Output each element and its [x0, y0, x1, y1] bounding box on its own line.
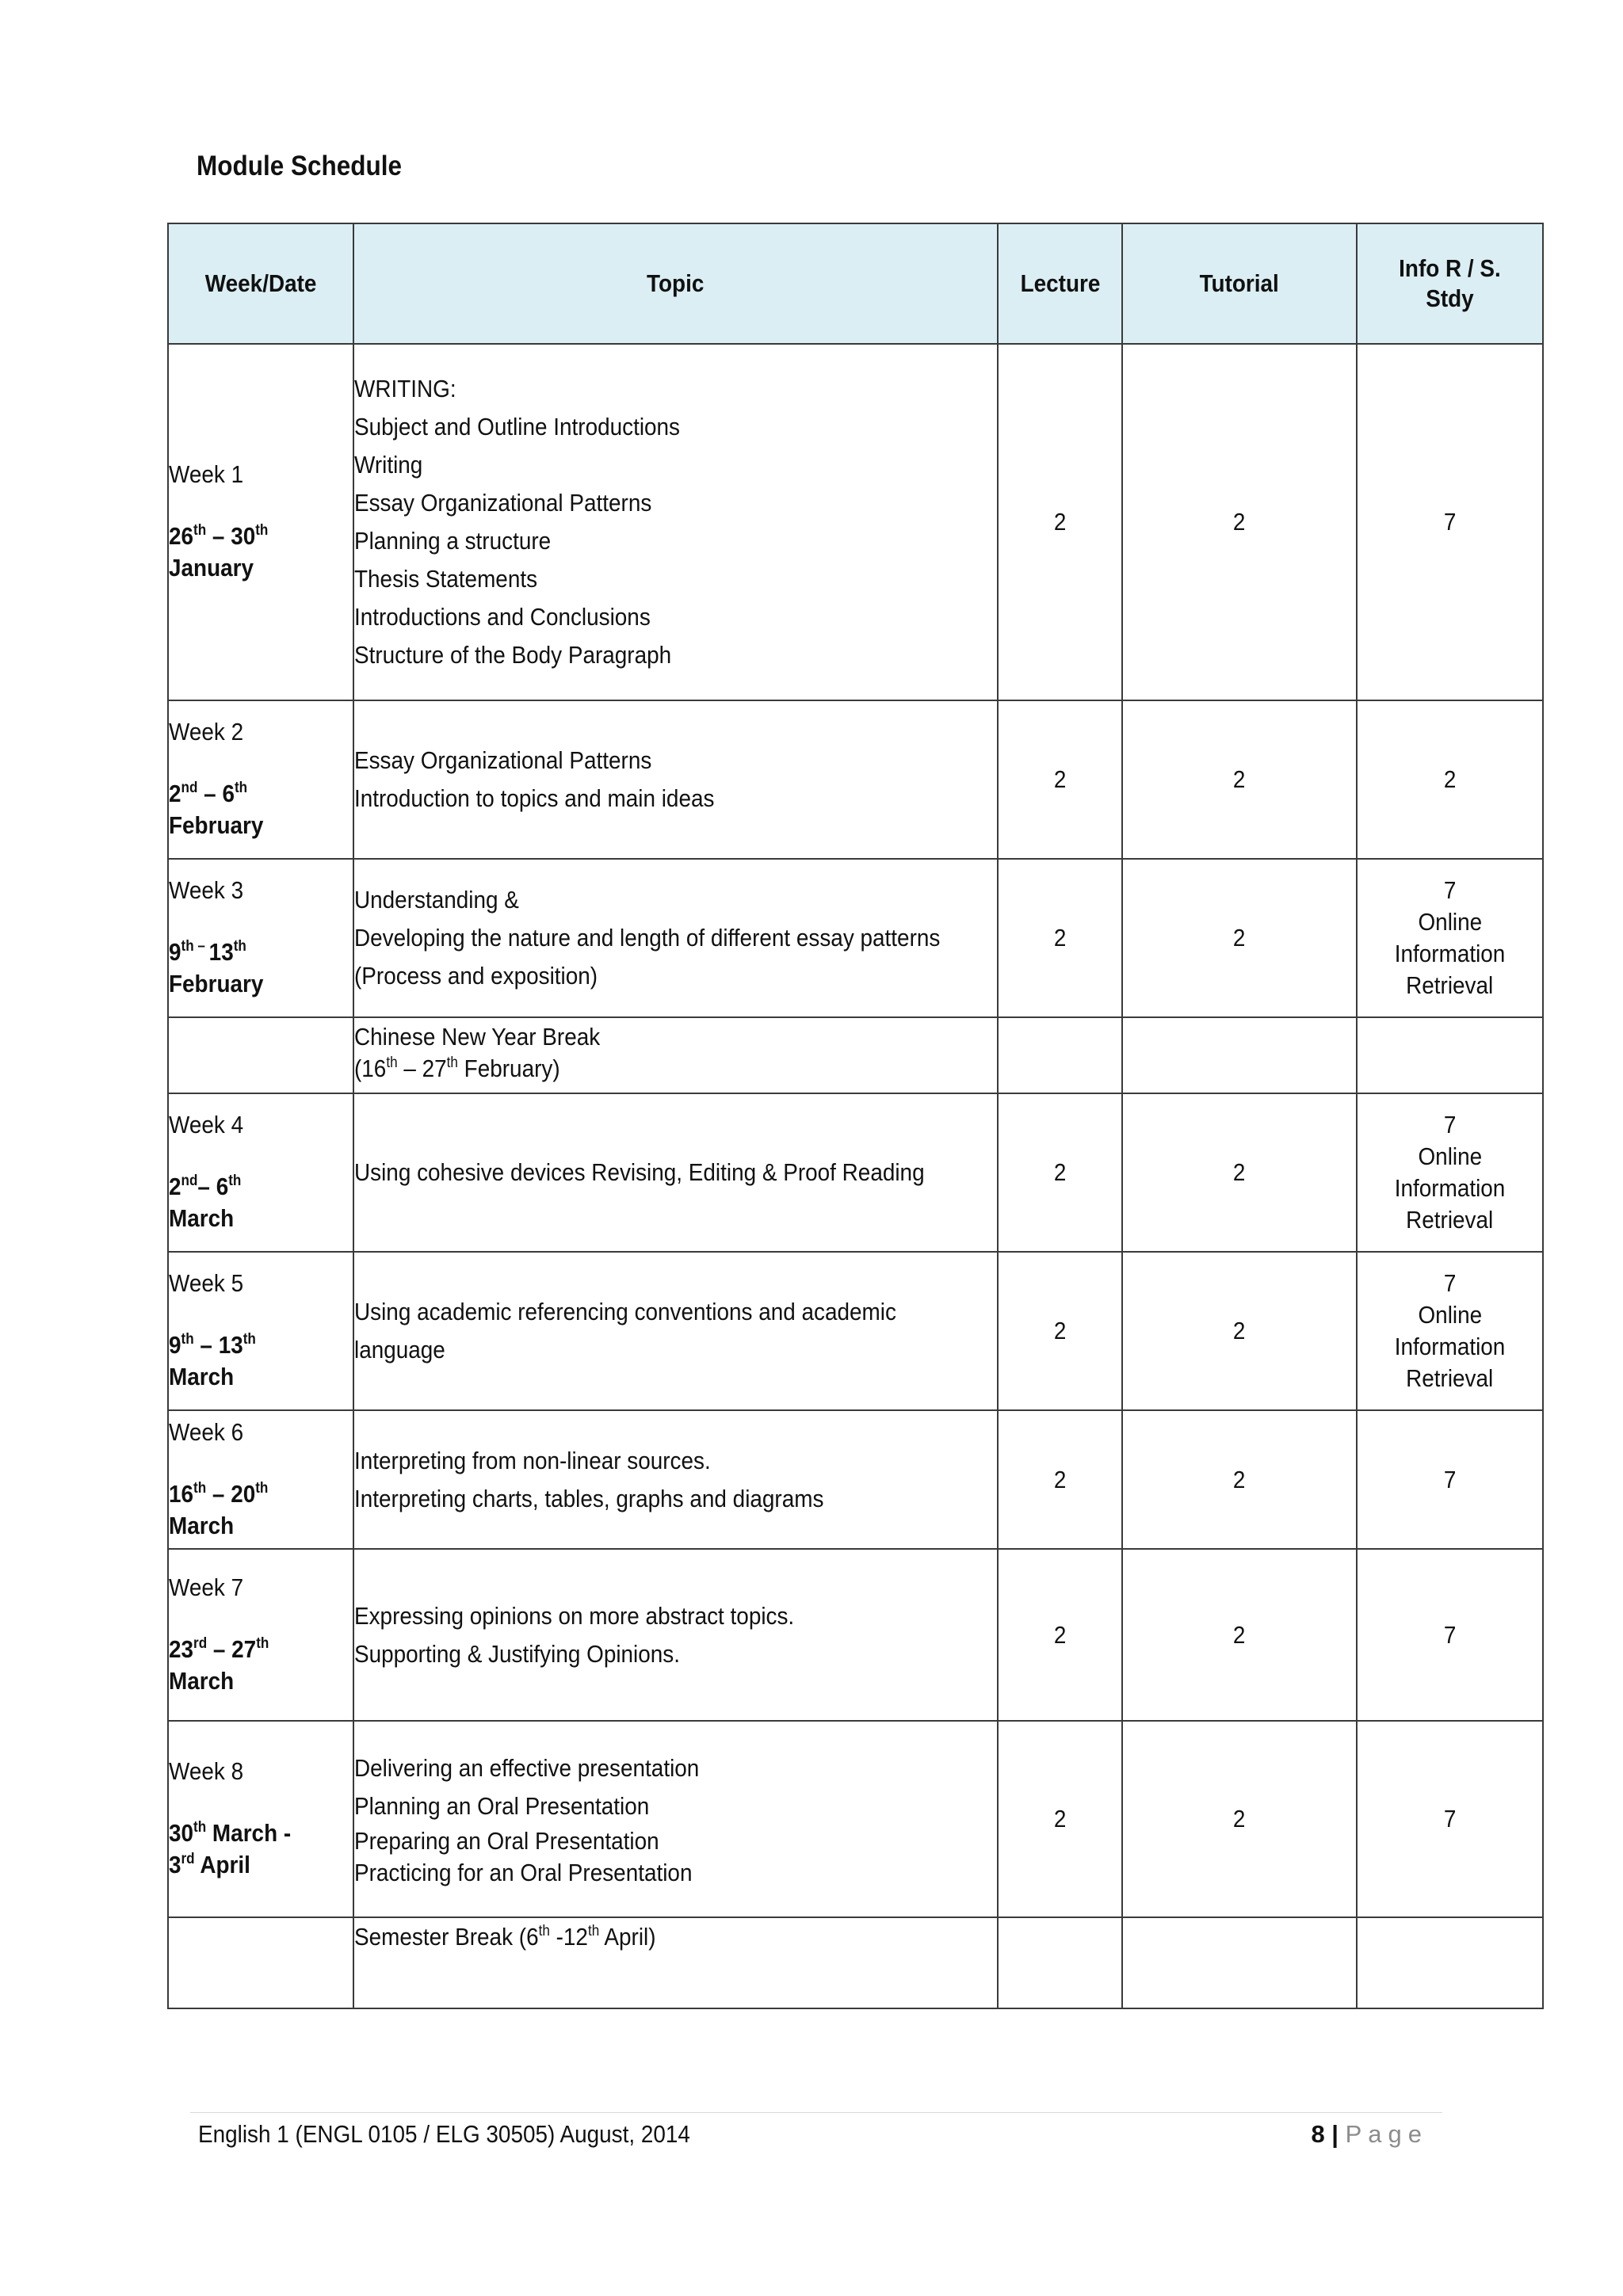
week-label: [169, 1111, 353, 1139]
lecture-value: 2: [1053, 765, 1067, 793]
week-month: March: [169, 1363, 235, 1390]
superscript: th: [386, 1055, 398, 1071]
week-label-text: Week 4: [169, 1111, 244, 1138]
info-line-text: 2: [1443, 765, 1457, 793]
info-cell: [1357, 1917, 1543, 2008]
text-part: 2: [169, 1173, 181, 1200]
tutorial-cell: [1122, 700, 1357, 859]
lecture-cell: [998, 1252, 1122, 1410]
superscript: th: [446, 1055, 458, 1071]
lecture-cell: [998, 1721, 1122, 1917]
tutorial-cell: [1122, 1093, 1357, 1252]
info-line-text: 7: [1443, 508, 1457, 536]
info-cell: [1357, 700, 1543, 859]
table-row: [168, 1917, 1543, 2008]
text-part: 9: [169, 1331, 181, 1359]
info-line: [1358, 1803, 1542, 1835]
week-dates: [169, 521, 353, 584]
week-month: February: [169, 970, 264, 997]
topic-line-text: Planning an Oral Presentation: [354, 1792, 650, 1820]
info-line-text: 7: [1443, 876, 1457, 904]
info-line: [1358, 1619, 1542, 1651]
week-dates-text: [169, 1478, 268, 1510]
table-row: [168, 1017, 1543, 1093]
footer-course-info: English 1 (ENGL 0105 / ELG 30505) August, 2014: [198, 2120, 690, 2148]
info-cell: [1357, 1252, 1543, 1410]
week-dates: [169, 1171, 353, 1234]
table-body: [168, 344, 1543, 2008]
text-part: – 20: [206, 1479, 256, 1508]
week-month: January: [169, 554, 254, 582]
info-cell: [1357, 1410, 1543, 1549]
topic-line-text: Supporting & Justifying Opinions.: [354, 1639, 680, 1668]
week-label: [169, 460, 353, 489]
tutorial-value: 2: [1233, 765, 1246, 793]
week-dates-text: [169, 1817, 291, 1849]
topic-line-text: Developing the nature and length of different essay patterns: [354, 924, 941, 952]
table-header-row: [168, 223, 1543, 344]
topic-line: [354, 522, 997, 560]
tutorial-value: 2: [1233, 1317, 1246, 1344]
info-line-text: 7: [1443, 1805, 1457, 1833]
text-part: 9: [169, 938, 181, 966]
topic-cell: [353, 1549, 998, 1721]
topic-line-text: Interpreting charts, tables, graphs and diagrams: [354, 1484, 824, 1512]
superscript: th: [242, 1331, 256, 1348]
lecture-value: 2: [1053, 1465, 1067, 1493]
week-dates-text: [169, 1634, 269, 1665]
header-week-date: Week/Date: [168, 223, 353, 344]
topic-line: [354, 1331, 997, 1369]
break-title: [354, 1921, 997, 1953]
tutorial-value: 2: [1233, 1805, 1246, 1833]
page-word: Page: [1345, 2120, 1428, 2148]
text-part: February): [457, 1055, 560, 1082]
week-date-cell: [168, 1093, 353, 1252]
info-line: [1358, 1268, 1542, 1299]
tutorial-value: 2: [1233, 1158, 1246, 1186]
week-date-cell: [168, 859, 353, 1017]
text-part: – 6: [197, 1173, 229, 1200]
topic-line: [354, 1154, 997, 1192]
topic-cell: [353, 344, 998, 700]
topic-line-text: WRITING:: [354, 375, 456, 402]
info-line: [1358, 764, 1542, 795]
lecture-cell: [998, 700, 1122, 859]
week-date-cell: [168, 344, 353, 700]
info-cell: [1357, 1017, 1543, 1093]
info-line-text: Information: [1394, 1333, 1506, 1360]
lecture-cell: [998, 1093, 1122, 1252]
info-line: [1358, 875, 1542, 906]
text-part: April): [599, 1923, 656, 1951]
table-row: [168, 859, 1543, 1017]
lecture-value: 2: [1053, 1620, 1067, 1649]
table-row: [168, 1549, 1543, 1721]
info-cell: [1357, 1549, 1543, 1721]
week-dates-text: [169, 1329, 256, 1361]
week-dates: [169, 778, 353, 841]
info-line-text: Information: [1394, 940, 1506, 967]
topic-line: [354, 560, 997, 598]
break-title-text: Chinese New Year Break: [354, 1023, 601, 1051]
week-label: [169, 1757, 353, 1786]
superscript: th: [538, 1923, 550, 1939]
text-part: Semester Break (6: [354, 1923, 539, 1951]
tutorial-cell: [1122, 1549, 1357, 1721]
page-number: 8: [1311, 2120, 1325, 2148]
topic-line: [354, 1442, 997, 1480]
superscript: th: [193, 1819, 207, 1836]
week-date-cell: [168, 1410, 353, 1549]
text-part: 2: [169, 780, 181, 807]
text-part: – 30: [206, 522, 256, 550]
header-info: Info R / S. Stdy: [1357, 223, 1543, 344]
footer-page-label: [1311, 2120, 1428, 2149]
week-month: March: [169, 1666, 235, 1695]
topic-cell: [353, 700, 998, 859]
week-month: February: [169, 811, 264, 839]
topic-line: [354, 1787, 997, 1825]
topic-line-text: Interpreting from non-linear sources.: [354, 1446, 711, 1474]
info-line: [1358, 906, 1542, 938]
superscript: th: [587, 1923, 600, 1939]
week-dates: [169, 1634, 353, 1697]
info-line-text: Retrieval: [1406, 1364, 1494, 1392]
header-lecture: Lecture: [998, 223, 1122, 344]
lecture-cell: [998, 344, 1122, 700]
week-dates-text: [169, 936, 246, 968]
topic-cell: [353, 1252, 998, 1410]
week-date-cell: [168, 700, 353, 859]
week-date-cell: [168, 1917, 353, 2008]
topic-line: [354, 370, 997, 408]
text-part: 23: [169, 1634, 194, 1663]
table-row: [168, 1093, 1543, 1252]
week-label: [169, 718, 353, 746]
header-topic: Topic: [353, 223, 998, 344]
topic-line: [354, 1857, 997, 1889]
lecture-value: 2: [1053, 1158, 1067, 1186]
topic-line: [354, 957, 997, 995]
week-label-text: Week 5: [169, 1269, 244, 1297]
topic-line-text: Expressing opinions on more abstract topics.: [354, 1601, 795, 1630]
week-label-text: Week 2: [169, 718, 244, 746]
week-label: [169, 1418, 353, 1447]
info-line-text: 7: [1443, 1620, 1457, 1649]
week-label-text: Week 1: [169, 460, 244, 488]
topic-line-text: Planning a structure: [354, 527, 552, 555]
tutorial-cell: [1122, 1410, 1357, 1549]
info-line-text: Retrieval: [1406, 1206, 1494, 1234]
tutorial-cell: [1122, 1252, 1357, 1410]
topic-cell: [353, 859, 998, 1017]
topic-line-text: Preparing an Oral Presentation: [354, 1827, 659, 1855]
topic-line-text: Introductions and Conclusions: [354, 603, 651, 631]
superscript: th: [234, 780, 248, 796]
superscript: th: [255, 1479, 269, 1497]
info-line-text: 7: [1443, 1269, 1457, 1297]
text-part: (16: [354, 1055, 387, 1082]
tutorial-value: 2: [1233, 508, 1246, 536]
topic-line: [354, 780, 997, 818]
info-cell: [1357, 1093, 1543, 1252]
info-line-text: Online: [1418, 908, 1482, 936]
tutorial-value: 2: [1233, 924, 1246, 952]
tutorial-cell: [1122, 344, 1357, 700]
topic-line: [354, 1749, 997, 1787]
text-part: – 27: [207, 1634, 257, 1663]
week-label-text: Week 3: [169, 876, 244, 904]
table-row: [168, 1252, 1543, 1410]
break-title-text: [354, 1921, 656, 1953]
week-date-cell: [168, 1252, 353, 1410]
info-line: [1358, 1173, 1542, 1204]
topic-line: [354, 1480, 997, 1518]
info-line-text: Information: [1394, 1174, 1506, 1202]
page-separator: |: [1324, 2120, 1346, 2148]
topic-line-text: Delivering an effective presentation: [354, 1754, 700, 1782]
lecture-value: 2: [1053, 1317, 1067, 1344]
week-date-cell: [168, 1549, 353, 1721]
text-part: 3: [169, 1851, 181, 1878]
table-row: [168, 344, 1543, 700]
info-cell: [1357, 859, 1543, 1017]
info-line: [1358, 970, 1542, 1001]
header-tutorial: Tutorial: [1122, 223, 1357, 344]
info-cell: [1357, 344, 1543, 700]
lecture-cell: [998, 1549, 1122, 1721]
tutorial-cell: [1122, 1917, 1357, 2008]
superscript: nd: [181, 1173, 198, 1189]
lecture-cell: [998, 859, 1122, 1017]
break-dates-text: [354, 1053, 560, 1085]
info-line: [1358, 1363, 1542, 1394]
superscript: th: [233, 938, 246, 955]
week-dates-text: [169, 778, 247, 810]
topic-line-text: (Process and exposition): [354, 962, 598, 990]
topic-line-text: Using cohesive devices Revising, Editing & Proof Reading: [354, 1158, 925, 1186]
week-label: [169, 1573, 353, 1602]
info-line-text: 7: [1443, 1465, 1457, 1493]
week-label-text: Week 7: [169, 1573, 244, 1601]
topic-line-text: Essay Organizational Patterns: [354, 489, 652, 517]
superscript: rd: [181, 1851, 195, 1867]
lecture-value: 2: [1053, 924, 1067, 952]
week-label-text: Week 8: [169, 1757, 244, 1785]
topic-line: [354, 919, 997, 957]
text-part: 13: [208, 938, 234, 966]
text-part: -12: [549, 1923, 588, 1951]
info-cell: [1357, 1721, 1543, 1917]
info-line: [1358, 1109, 1542, 1141]
week-dates: [169, 936, 353, 1000]
topic-line: [354, 1825, 997, 1857]
info-line: [1358, 938, 1542, 970]
topic-cell: [353, 1410, 998, 1549]
topic-cell: [353, 1721, 998, 1917]
info-line-text: 7: [1443, 1111, 1457, 1138]
topic-line: [354, 1293, 997, 1331]
week-dates-text: [169, 521, 268, 552]
tutorial-value: 2: [1233, 1465, 1246, 1493]
info-line: [1358, 1331, 1542, 1363]
text-part: 30: [169, 1819, 194, 1847]
topic-line-text: Understanding &: [354, 886, 519, 913]
module-schedule-table: [167, 223, 1544, 2009]
topic-cell: [353, 1017, 998, 1093]
week-dates: [169, 1817, 353, 1881]
superscript: th: [228, 1173, 242, 1189]
week-date-cell: [168, 1017, 353, 1093]
table-row: [168, 1721, 1543, 1917]
text-part: – 6: [197, 780, 235, 807]
superscript: th: [256, 1634, 269, 1652]
week-label-text: Week 6: [169, 1417, 244, 1446]
week-dates: [169, 1329, 353, 1393]
info-line-text: Retrieval: [1406, 971, 1494, 999]
break-dates: [354, 1053, 997, 1085]
superscript: th: [255, 522, 269, 539]
info-line-text: Online: [1418, 1301, 1482, 1329]
topic-line-text: Practicing for an Oral Presentation: [354, 1859, 693, 1886]
break-title: [354, 1021, 997, 1053]
tutorial-cell: [1122, 859, 1357, 1017]
topic-cell: [353, 1093, 998, 1252]
topic-line: [354, 742, 997, 780]
superscript: th –: [181, 938, 209, 955]
topic-line-text: Writing: [354, 451, 423, 479]
topic-line-text: language: [354, 1336, 445, 1363]
week-month: [169, 1849, 250, 1881]
lecture-cell: [998, 1917, 1122, 2008]
topic-line: [354, 484, 997, 522]
info-line: [1358, 506, 1542, 538]
topic-line: [354, 636, 997, 674]
lecture-cell: [998, 1017, 1122, 1093]
week-label: [169, 876, 353, 905]
table-row: [168, 1410, 1543, 1549]
topic-line-text: Introduction to topics and main ideas: [354, 784, 715, 812]
lecture-value: 2: [1053, 508, 1067, 536]
topic-line: [354, 408, 997, 446]
tutorial-cell: [1122, 1721, 1357, 1917]
topic-line-text: Using academic referencing conventions and academic: [354, 1298, 896, 1325]
superscript: nd: [181, 780, 198, 796]
topic-cell: [353, 1917, 998, 2008]
text-part: April: [194, 1851, 250, 1878]
topic-line: [354, 1635, 997, 1673]
week-dates-text: [169, 1171, 241, 1203]
topic-line-text: Essay Organizational Patterns: [354, 746, 652, 774]
week-dates: [169, 1478, 353, 1542]
text-part: March -: [206, 1819, 292, 1847]
info-line: [1358, 1204, 1542, 1236]
footer-divider: [190, 2112, 1442, 2113]
info-line: [1358, 1299, 1542, 1331]
text-part: 26: [169, 522, 194, 550]
superscript: th: [181, 1331, 194, 1348]
topic-line: [354, 446, 997, 484]
tutorial-cell: [1122, 1017, 1357, 1093]
info-line: [1358, 1141, 1542, 1173]
week-month: March: [169, 1511, 235, 1539]
lecture-cell: [998, 1410, 1122, 1549]
topic-line: [354, 1597, 997, 1635]
week-date-cell: [168, 1721, 353, 1917]
info-line-text: Online: [1418, 1142, 1482, 1170]
superscript: rd: [193, 1634, 208, 1652]
topic-line-text: Structure of the Body Paragraph: [354, 641, 672, 669]
week-label: [169, 1269, 353, 1298]
superscript: th: [193, 1479, 207, 1497]
superscript: th: [193, 522, 207, 539]
topic-line-text: Subject and Outline Introductions: [354, 413, 681, 441]
topic-line: [354, 598, 997, 636]
topic-line: [354, 881, 997, 919]
page-title: Module Schedule: [197, 151, 403, 181]
tutorial-value: 2: [1233, 1620, 1246, 1649]
topic-line-text: Thesis Statements: [354, 565, 538, 593]
table-row: [168, 700, 1543, 859]
text-part: 16: [169, 1479, 194, 1508]
text-part: – 27: [397, 1055, 447, 1082]
text-part: – 13: [193, 1331, 243, 1359]
week-month: March: [169, 1204, 235, 1232]
lecture-value: 2: [1053, 1805, 1067, 1833]
info-line: [1358, 1464, 1542, 1496]
